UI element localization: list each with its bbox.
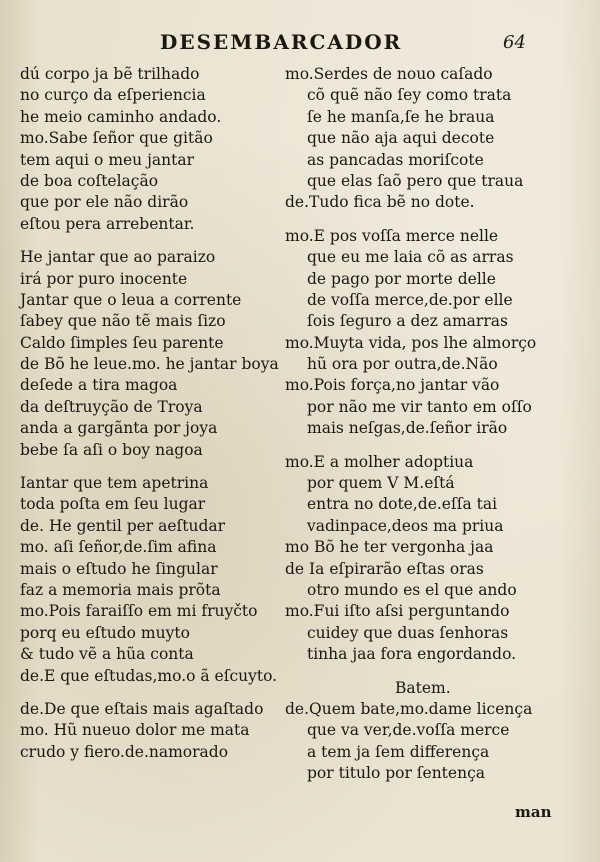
stanza bbox=[20, 64, 280, 235]
verse-line: Jantar que o leua a corrente bbox=[20, 290, 242, 309]
stanza-gap bbox=[285, 214, 585, 226]
verse-line: toda poſta em ſeu lugar bbox=[20, 495, 206, 514]
verse-line: he meio caminho andado. bbox=[20, 107, 222, 126]
verse-line: dú corpo ja bẽ trilhado bbox=[20, 65, 200, 83]
verse-line: cõ quẽ não ſey como trata bbox=[307, 86, 512, 105]
verse-line: que não aja aqui decote bbox=[307, 129, 495, 148]
stanza bbox=[285, 678, 585, 785]
verse-line: deſede a tira magoa bbox=[20, 376, 178, 395]
verse-line: Batem. bbox=[395, 678, 451, 697]
verse-line: mo. aſi ſeñor,de.ſim afina bbox=[20, 538, 217, 557]
verse-line: que elas ſaõ pero que traua bbox=[307, 171, 524, 190]
stanza-gap bbox=[285, 666, 585, 678]
stanza bbox=[285, 226, 585, 440]
verse-line: entra no dote,de.eſſa tai bbox=[307, 495, 498, 514]
verse-line: Caldo ſimples ſeu parente bbox=[20, 333, 224, 352]
verse-line: de.E que eſtudas,mo.o ã eſcuyto. bbox=[20, 666, 278, 685]
stanza-gap bbox=[285, 440, 585, 452]
left-column bbox=[20, 64, 280, 763]
verse-line: de. He gentil per aeſtudar bbox=[20, 516, 226, 535]
verse-line: mo.Fui iſto aſsi perguntando bbox=[285, 602, 510, 621]
verse-line: mo.Pois força,no jantar vão bbox=[285, 376, 500, 395]
verse-line: mo Bõ he ter vergonha jaa bbox=[285, 538, 494, 557]
verse-line: de voſſa merce,de.por elle bbox=[307, 290, 513, 309]
verse-line: mo.E a molher adoptiua bbox=[285, 452, 474, 471]
stanza bbox=[285, 64, 585, 214]
verse-line: tem aqui o meu jantar bbox=[20, 150, 195, 169]
verse-line: mo. Hũ nueuo dolor me mata bbox=[20, 721, 250, 740]
verse-line: irá por puro inocente bbox=[20, 269, 188, 288]
verse-line: de boa coſtelação bbox=[20, 171, 159, 190]
verse-line: da deſtruyção de Troya bbox=[20, 397, 203, 416]
verse-line: hũ ora por outra,de.Não bbox=[307, 355, 498, 374]
verse-line: a tem ja ſem differença bbox=[307, 742, 490, 761]
stanza-gap bbox=[20, 235, 280, 247]
verse-line: de pago por morte delle bbox=[307, 269, 496, 288]
verse-line: anda a gargãnta por joya bbox=[20, 419, 218, 438]
stanza bbox=[285, 452, 585, 666]
verse-line: mo.Pois faraiſſo em mi fruyčto bbox=[20, 602, 258, 621]
verse-line: He jantar que ao paraizo bbox=[20, 248, 216, 267]
verse-line: de Ia eſpirarão eſtas oras bbox=[285, 559, 484, 578]
verse-line: ſois ſeguro a dez amarras bbox=[307, 312, 508, 331]
verse-line: que eu me laia cõ as arras bbox=[307, 248, 514, 267]
verse-line: eſtou pera arrebentar. bbox=[20, 214, 195, 233]
verse-line: que va ver,de.voſſa merce bbox=[307, 721, 510, 740]
page-number: 64 bbox=[503, 32, 526, 53]
verse-line: de.De que eſtais mais agaſtado bbox=[20, 699, 264, 718]
stanza-gap bbox=[20, 687, 280, 699]
verse-line: ſe he manſa,ſe he braua bbox=[307, 107, 495, 126]
verse-line: mo.E pos voſſa merce nelle bbox=[285, 226, 499, 245]
verse-line: que por ele não dirão bbox=[20, 193, 189, 212]
verse-line: faz a memoria mais prõta bbox=[20, 580, 221, 599]
verse-line: otro mundo es el que ando bbox=[307, 580, 517, 599]
stanza-gap bbox=[20, 461, 280, 473]
verse-line: no curço da eſperiencia bbox=[20, 86, 206, 105]
verse-line: de.Tudo fica bẽ no dote. bbox=[285, 193, 475, 212]
verse-line: porq eu eſtudo muyto bbox=[20, 623, 190, 642]
verse-line: bebe ſa aſi o boy nagoa bbox=[20, 440, 203, 459]
catchword: man bbox=[515, 803, 552, 821]
verse-line: mais o eſtudo he ſingular bbox=[20, 559, 218, 578]
stanza bbox=[20, 473, 280, 687]
verse-line: mais neſgas,de.ſeñor irão bbox=[307, 419, 508, 438]
verse-line: mo.Sabe ſeñor que gitão bbox=[20, 129, 213, 148]
verse-line: de Bõ he leue.mo. he jantar boya bbox=[20, 355, 279, 374]
stanza bbox=[20, 699, 280, 763]
verse-line: crudo y fiero.de.namorado bbox=[20, 742, 229, 761]
page-header bbox=[0, 30, 600, 60]
verse-line: tinha jaa fora engordando. bbox=[307, 645, 517, 664]
verse-line: mo.Muyta vida, pos lhe almorço bbox=[285, 333, 537, 352]
verse-line: ſabey que não tẽ mais ſizo bbox=[20, 312, 226, 331]
verse-line: cuidey que duas ſenhoras bbox=[307, 623, 509, 642]
verse-line: mo.Serdes de nouo caſado bbox=[285, 65, 493, 83]
right-column bbox=[285, 64, 585, 785]
verse-line: & tudo vẽ a hũa conta bbox=[20, 645, 194, 664]
stanza bbox=[20, 247, 280, 461]
running-head: DESEMBARCADOR bbox=[160, 30, 403, 54]
verse-line: por não me vir tanto em oſſo bbox=[307, 397, 532, 416]
verse-line: por titulo por ſentença bbox=[307, 764, 485, 783]
verse-line: as pancadas moriſcote bbox=[307, 150, 484, 169]
verse-line: por quem V M.eſtá bbox=[307, 474, 455, 493]
verse-line: de.Quem bate,mo.dame licença bbox=[285, 699, 533, 718]
verse-line: vadinpace,deos ma priua bbox=[307, 516, 504, 535]
verse-line: Iantar que tem apetrina bbox=[20, 474, 209, 493]
